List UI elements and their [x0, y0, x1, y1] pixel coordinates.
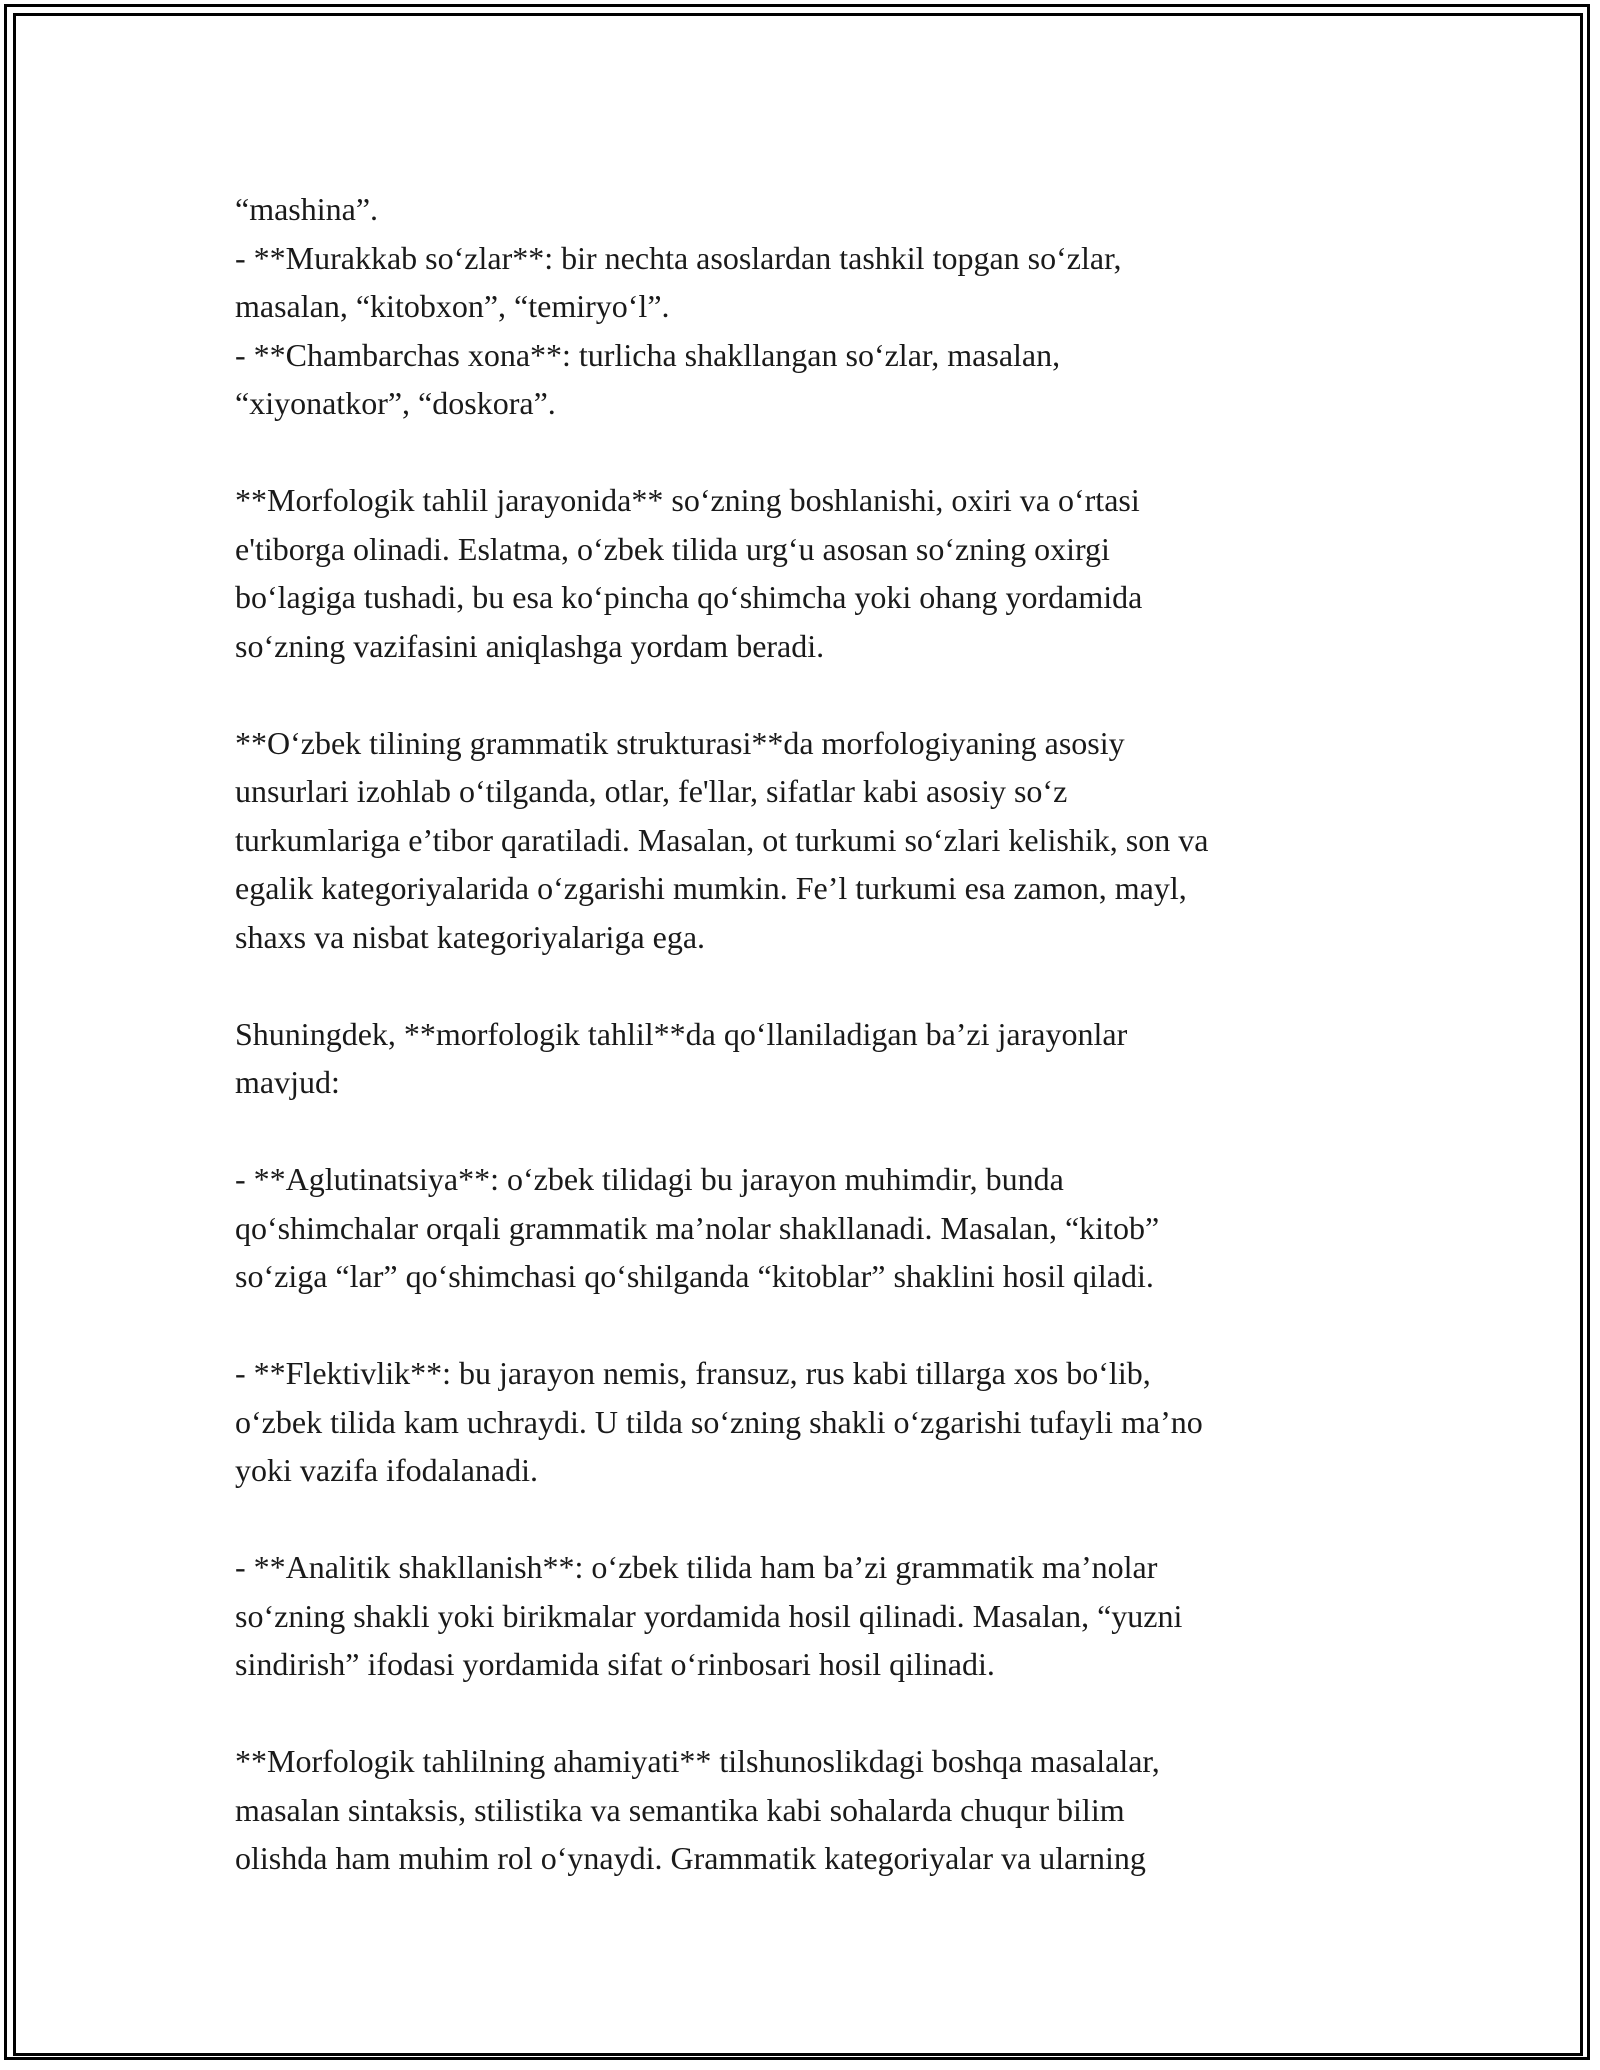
paragraph — [235, 1737, 1365, 1883]
paragraph-spacer — [235, 1301, 1365, 1350]
paragraph — [235, 185, 1365, 428]
paragraph — [235, 1543, 1365, 1689]
paragraph — [235, 1010, 1365, 1107]
text-line: - **Aglutinatsiya**: o‘zbek tilidagi bu jarayon muhimdir, bunda — [235, 1161, 1064, 1197]
text-line: masalan sintaksis, stilistika va semantika kabi sohalarda chuqur bilim — [235, 1791, 1125, 1828]
paragraph — [235, 719, 1365, 962]
paragraph-spacer — [235, 961, 1365, 1010]
text-line: e'tiborga olinadi. Eslatma, o‘zbek tilida urg‘u asosan so‘zning oxirgi — [235, 530, 1110, 567]
text-line: olishda ham muhim rol o‘ynaydi. Grammatik kategoriyalar va ularning — [235, 1840, 1146, 1876]
text-line: sindirish” ifodasi yordamida sifat o‘rinbosari hosil qilinadi. — [235, 1646, 995, 1682]
text-line: - **Flektivlik**: bu jarayon nemis, fransuz, rus kabi tillarga xos bo‘lib, — [235, 1355, 1151, 1391]
paragraph — [235, 1155, 1365, 1301]
text-line: bo‘lagiga tushadi, bu esa ko‘pincha qo‘shimcha yoki ohang yordamida — [235, 579, 1143, 615]
text-line: mavjud: — [235, 1064, 340, 1100]
text-line: shaxs va nisbat kategoriyalariga ega. — [235, 918, 706, 955]
text-line: masalan, “kitobxon”, “temiryo‘l”. — [235, 288, 670, 324]
text-line: - **Murakkab so‘zlar**: bir nechta asoslardan tashkil topgan so‘zlar, — [235, 239, 1122, 276]
text-line: Shuningdek, **morfologik tahlil**da qo‘llaniladigan ba’zi jarayonlar — [235, 1015, 1128, 1052]
paragraph-spacer — [235, 1689, 1365, 1738]
text-line: so‘zning shakli yoki birikmalar yordamida hosil qilinadi. Masalan, “yuzni — [235, 1597, 1183, 1634]
text-line: o‘zbek tilida kam uchraydi. U tilda so‘zning shakli o‘zgarishi tufayli ma’no — [235, 1403, 1203, 1440]
paragraph-spacer — [235, 1107, 1365, 1156]
text-line: **Morfologik tahlil jarayonida** so‘zning boshlanishi, oxiri va o‘rtasi — [235, 482, 1140, 518]
text-line: - **Chambarchas xona**: turlicha shakllangan so‘zlar, masalan, — [235, 336, 1061, 373]
paragraph — [235, 1349, 1365, 1495]
text-line: “mashina”. — [235, 191, 379, 227]
text-line: unsurlari izohlab o‘tilganda, otlar, fe'llar, sifatlar kabi asosiy so‘z — [235, 773, 1068, 809]
text-line: **O‘zbek tilining grammatik strukturasi**da morfologiyaning asosiy — [235, 724, 1125, 761]
text-line: turkumlariga e’tibor qaratiladi. Masalan, ot turkumi so‘zlari kelishik, son va — [235, 821, 1209, 858]
text-line: **Morfologik tahlilning ahamiyati** tilshunoslikdagi boshqa masalalar, — [235, 1743, 1160, 1779]
text-line: egalik kategoriyalarida o‘zgarishi mumkin. Fe’l turkumi esa zamon, mayl, — [235, 870, 1187, 906]
text-line: so‘zning vazifasini aniqlashga yordam beradi. — [235, 627, 825, 664]
text-line: yoki vazifa ifodalanadi. — [235, 1452, 538, 1488]
document-body — [235, 185, 1365, 1883]
paragraph-spacer — [235, 1495, 1365, 1544]
text-line: so‘ziga “lar” qo‘shimchasi qo‘shilganda “kitoblar” shaklini hosil qiladi. — [235, 1258, 1154, 1294]
paragraph-spacer — [235, 428, 1365, 477]
text-line: qo‘shimchalar orqali grammatik ma’nolar shakllanadi. Masalan, “kitob” — [235, 1209, 1160, 1246]
paragraph-spacer — [235, 670, 1365, 719]
paragraph — [235, 476, 1365, 670]
text-line: “xiyonatkor”, “doskora”. — [235, 385, 556, 421]
text-line: - **Analitik shakllanish**: o‘zbek tilida ham ba’zi grammatik ma’nolar — [235, 1549, 1158, 1585]
